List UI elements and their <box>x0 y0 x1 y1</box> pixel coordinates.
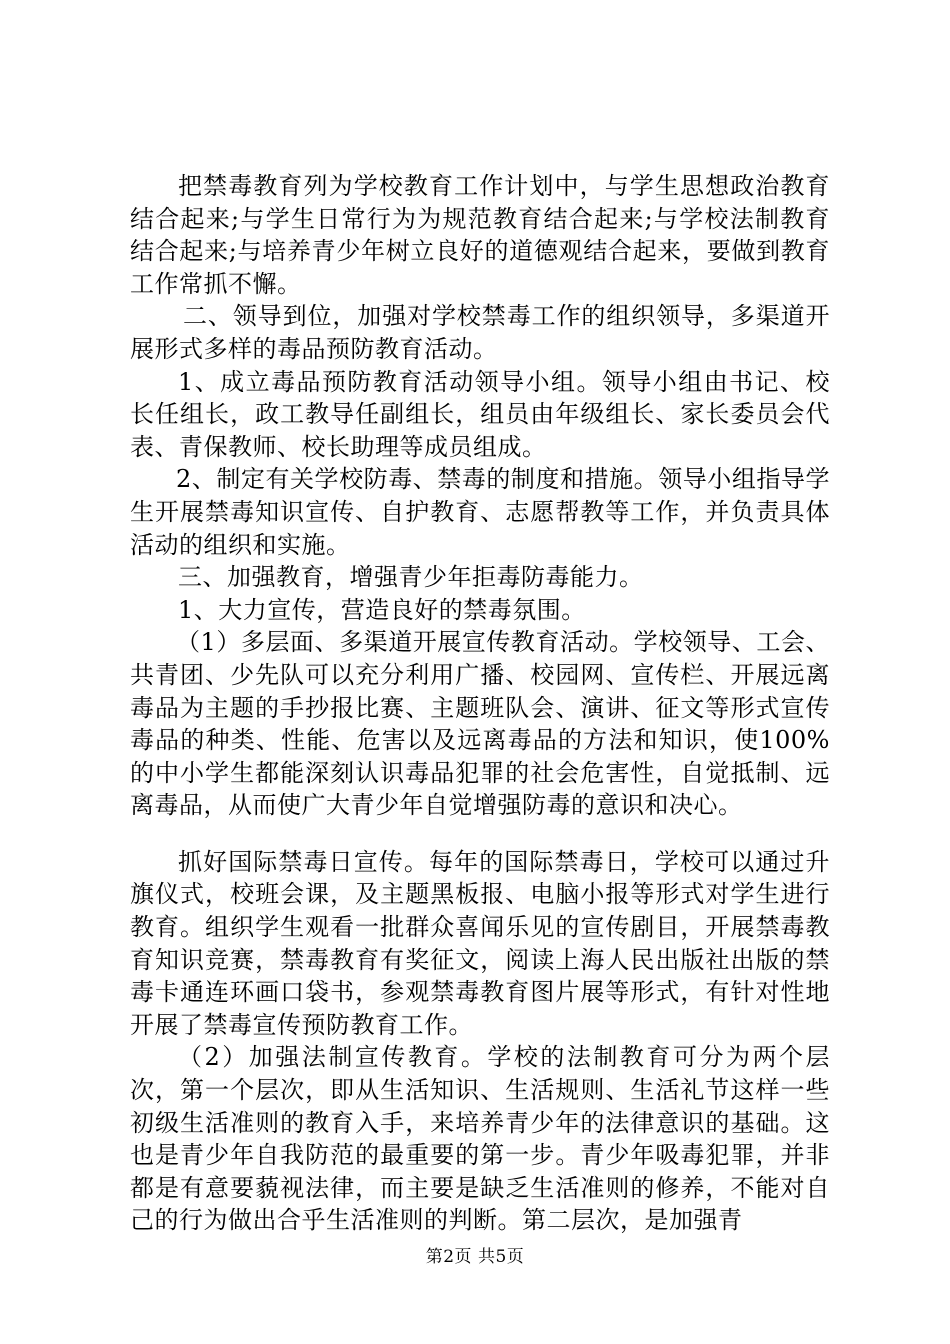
page-number-footer: 第2页 共5页 <box>425 1247 525 1267</box>
document-body <box>130 170 830 1237</box>
paragraph-section-three-heading: 三、加强教育，增强青少年拒毒防毒能力。 <box>178 563 644 592</box>
paragraph-drug-day: 抓好国际禁毒日宣传。每年的国际禁毒日，学校可以通过升旗仪式，校班会课，及主题黑板报、电脑小报等形式对学生进行教育。组织学生观看一批群众喜闻乐见的宣传剧目，开展禁毒教育知识竞赛，禁毒教育有奖征文，阅读上海人民出版社出版的禁毒卡通连环画口袋书，参观禁毒教育图片展等形式，有针对性地开展了禁毒宣传预防教育工作。 <box>130 847 830 1039</box>
paragraph-rules-measures: 2、制定有关学校防毒、禁毒的制度和措施。领导小组指导学生开展禁毒知识宣传、自护教育、志愿帮教等工作，并负责具体活动的组织和实施。 <box>130 465 830 559</box>
paragraph-publicity-heading: 1、大力宣传，营造良好的禁毒氛围。 <box>178 595 586 624</box>
paragraph-curriculum: 把禁毒教育列为学校教育工作计划中，与学生思想政治教育结合起来;与学生日常行为为规范教育结合起来;与学校法制教育结合起来;与培养青少年树立良好的道德观结合起来，要做到教育工作常抓不懈。 <box>130 172 830 298</box>
paragraph-legal-education: （2）加强法制宣传教育。学校的法制教育可分为两个层次，第一个层次，即从生活知识、生活规则、生活礼节这样一些初级生活准则的教育入手，来培养青少年的法律意识的基础。这也是青少年自我防范的最重要的第一步。青少年吸毒犯罪，并非都是有意要藐视法律，而主要是缺乏生活准则的修养，不能对自己的行为做出合乎生活准则的判断。第二层次，是加强青 <box>130 1043 830 1235</box>
paragraph-section-two-heading: 二、领导到位，加强对学校禁毒工作的组织领导，多渠道开展形式多样的毒品预防教育活动。 <box>130 302 830 363</box>
paragraph-multi-channel: （1）多层面、多渠道开展宣传教育活动。学校领导、工会、共青团、少先队可以充分利用广播、校园网、宣传栏、开展远离毒品为主题的手抄报比赛、主题班队会、演讲、征文等形式宣传毒品的种类、性能、危害以及远离毒品的方法和知识，使100%的中小学生都能深刻认识毒品犯罪的社会危害性，自觉抵制、远离毒品，从而使广大青少年自觉增强防毒的意识和决心。 <box>130 628 830 820</box>
paragraph-leading-group: 1、成立毒品预防教育活动领导小组。领导小组由书记、校长任组长，政工教导任副组长，组员由年级组长、家长委员会代表、青保教师、校长助理等成员组成。 <box>130 367 830 461</box>
